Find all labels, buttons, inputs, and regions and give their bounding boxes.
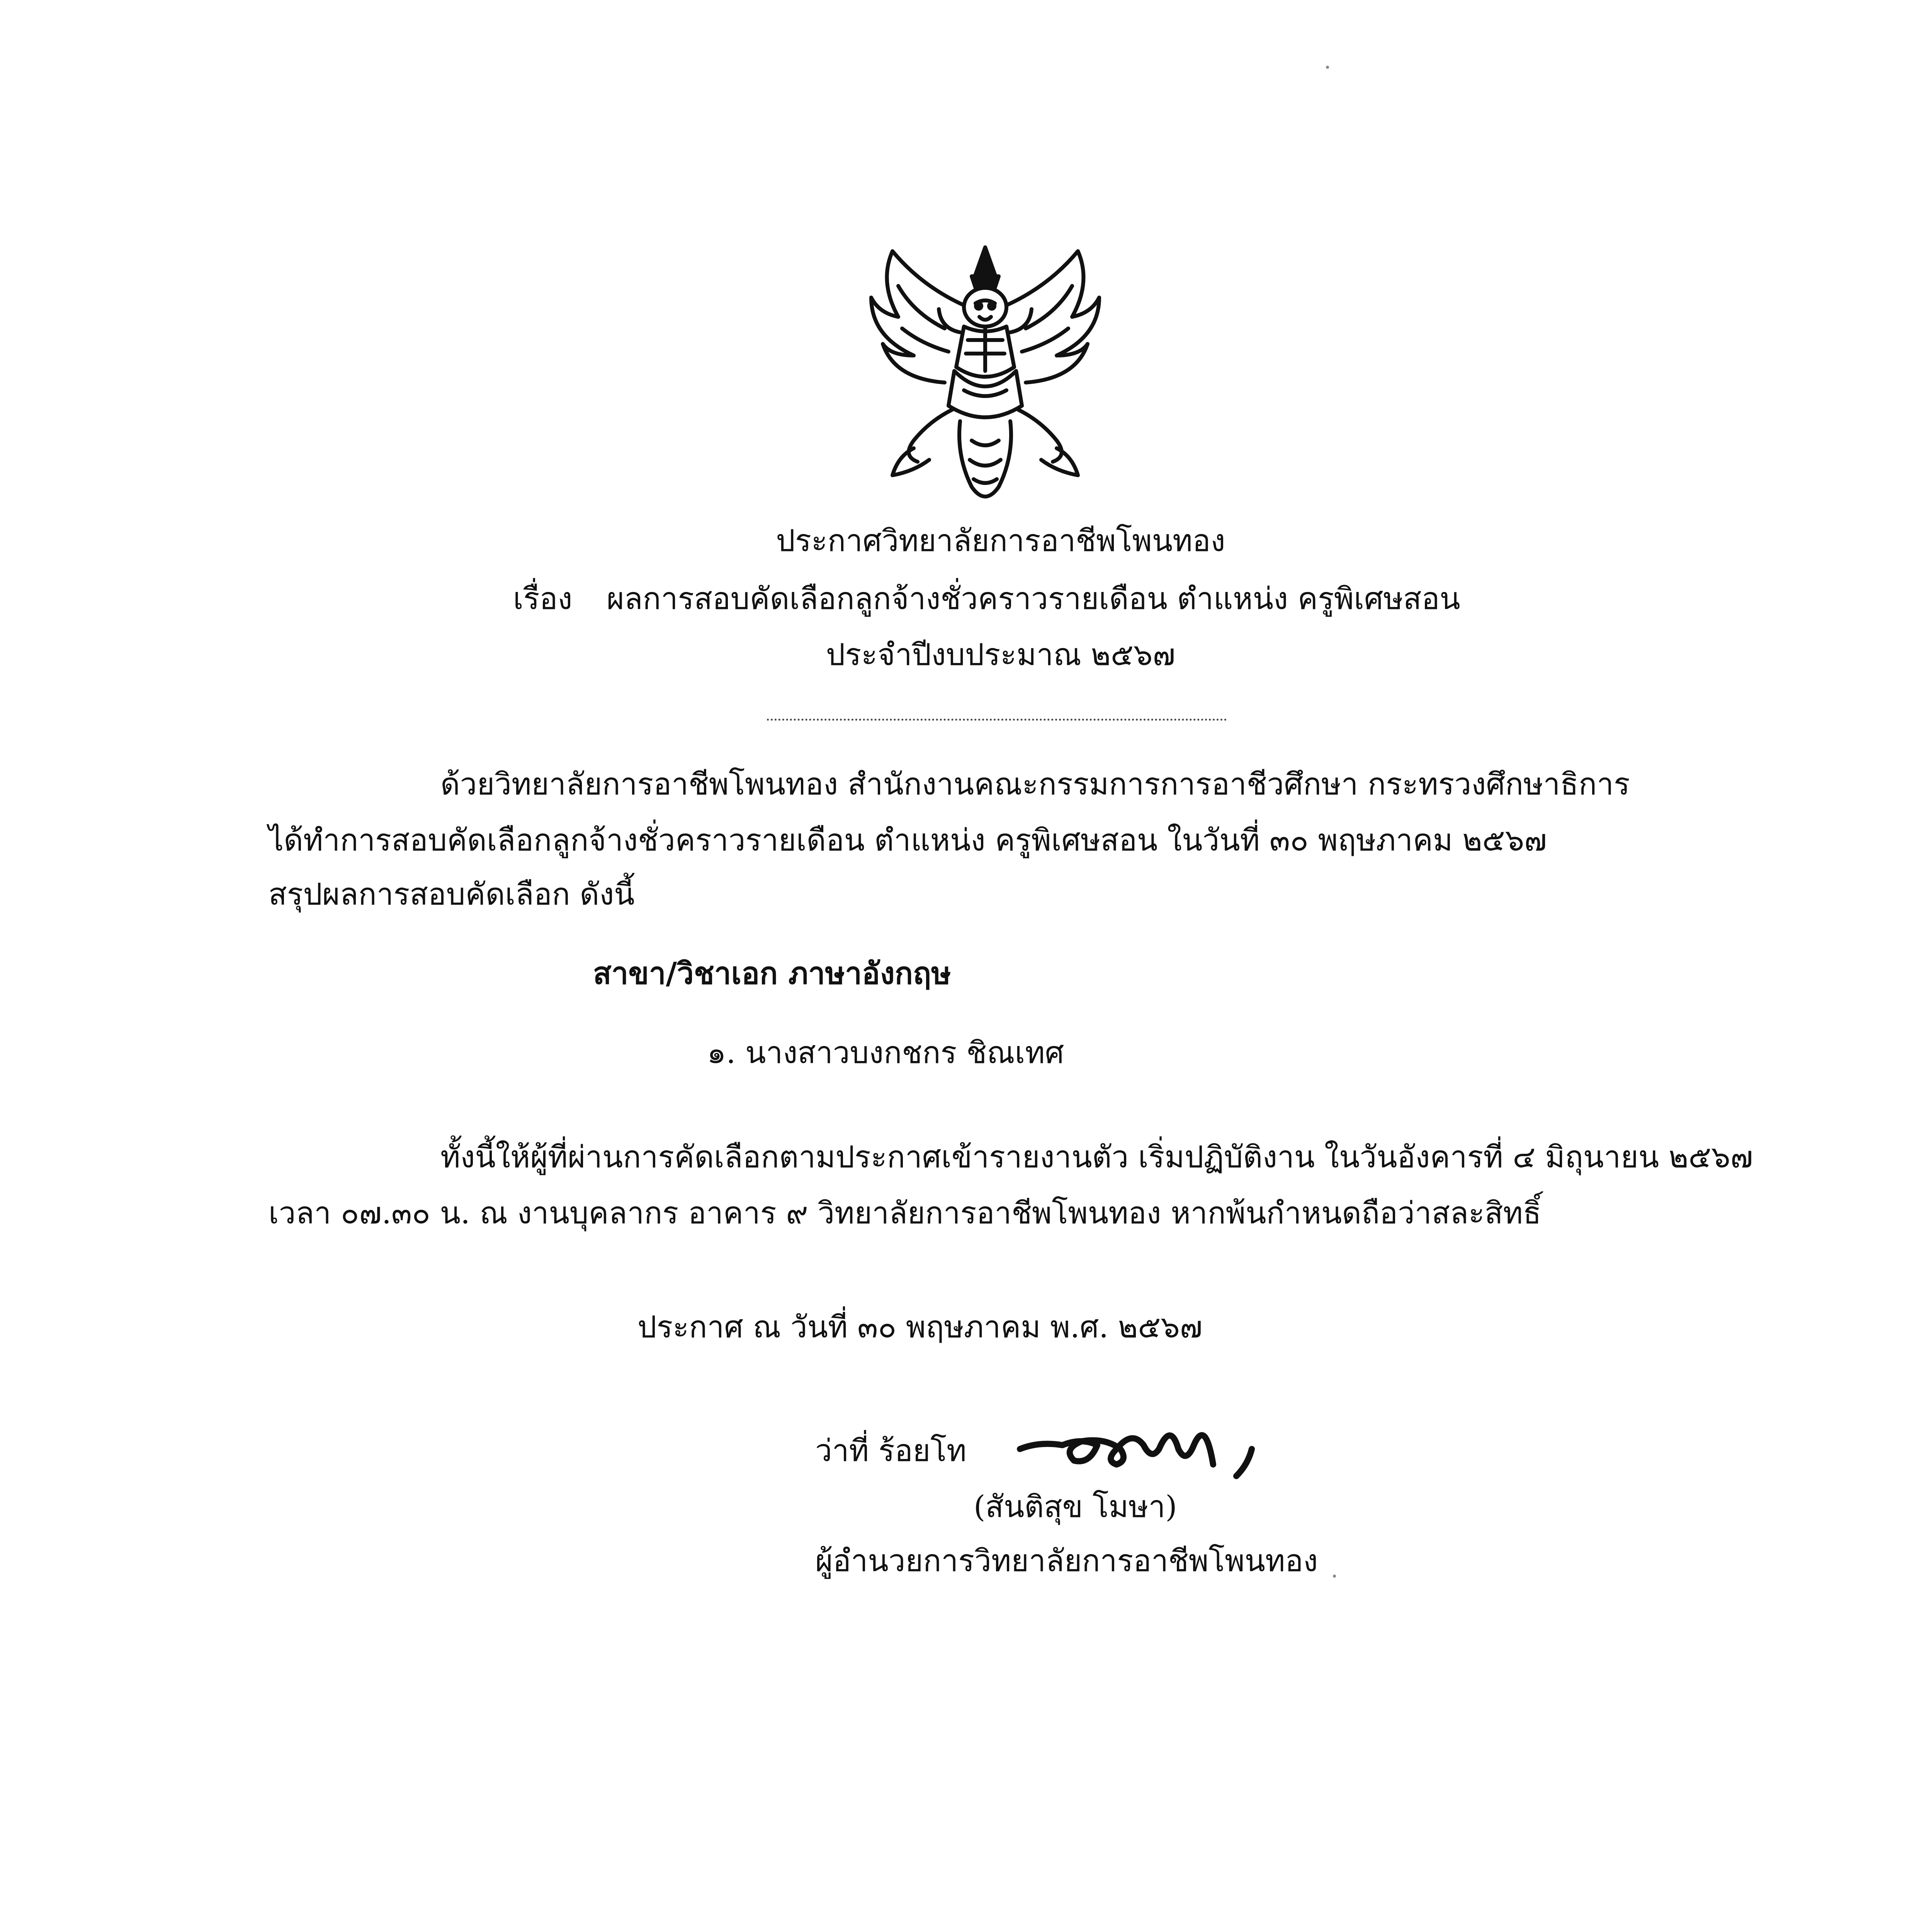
scan-speck: [1326, 66, 1329, 69]
subject-label: เรื่อง: [513, 582, 573, 616]
announcement-title: ประกาศวิทยาลัยการอาชีพโพนทอง: [776, 524, 1226, 558]
paragraph-1-line-3: สรุปผลการสอบคัดเลือก ดังนี้: [269, 877, 635, 912]
candidate-item: ๑. นางสาวบงกชกร ชิณเทศ: [707, 1036, 1064, 1070]
garuda-emblem-icon: [856, 240, 1115, 510]
paragraph-2-line-1: ทั้งนี้ให้ผู้ที่ผ่านการคัดเลือกตามประกาศเข้ารายงานตัว เริ่มปฏิบัติงาน ในวันอังคารที่ ๔ มิถุนายน ๒๕๖๗: [440, 1140, 1753, 1175]
paragraph-1-line-2: ได้ทำการสอบคัดเลือกลูกจ้างชั่วคราวรายเดือน ตำแหน่ง ครูพิเศษสอน ในวันที่ ๓๐ พฤษภาคม ๒๕๖๗: [269, 823, 1547, 858]
handwritten-signature-icon: [1005, 1406, 1298, 1484]
title-divider: [767, 719, 1227, 721]
signer-name: (สันติสุข โมษา): [974, 1490, 1177, 1524]
scan-speck: [1333, 1575, 1336, 1578]
subject-text: ผลการสอบคัดเลือกลูกจ้างชั่วคราวรายเดือน ตำแหน่ง ครูพิเศษสอน: [607, 582, 1460, 616]
paragraph-2-line-2: เวลา ๐๗.๓๐ น. ณ งานบุคลากร อาคาร ๙ วิทยาลัยการอาชีพโพนทอง หากพ้นกำหนดถือว่าสละสิทธิ์: [269, 1196, 1542, 1231]
announcement-date: ประกาศ ณ วันที่ ๓๐ พฤษภาคม พ.ศ. ๒๕๖๗: [637, 1310, 1203, 1345]
signer-rank: ว่าที่ ร้อยโท: [815, 1434, 967, 1468]
signer-position: ผู้อำนวยการวิทยาลัยการอาชีพโพนทอง: [815, 1544, 1318, 1578]
fiscal-year: ประจำปีงบประมาณ ๒๕๖๗: [826, 638, 1176, 672]
paragraph-1-line-1: ด้วยวิทยาลัยการอาชีพโพนทอง สำนักงานคณะกรรมการการอาชีวศึกษา กระทรวงศึกษาธิการ: [440, 767, 1630, 802]
major-heading: สาขา/วิชาเอก ภาษาอังกฤษ: [593, 956, 951, 991]
